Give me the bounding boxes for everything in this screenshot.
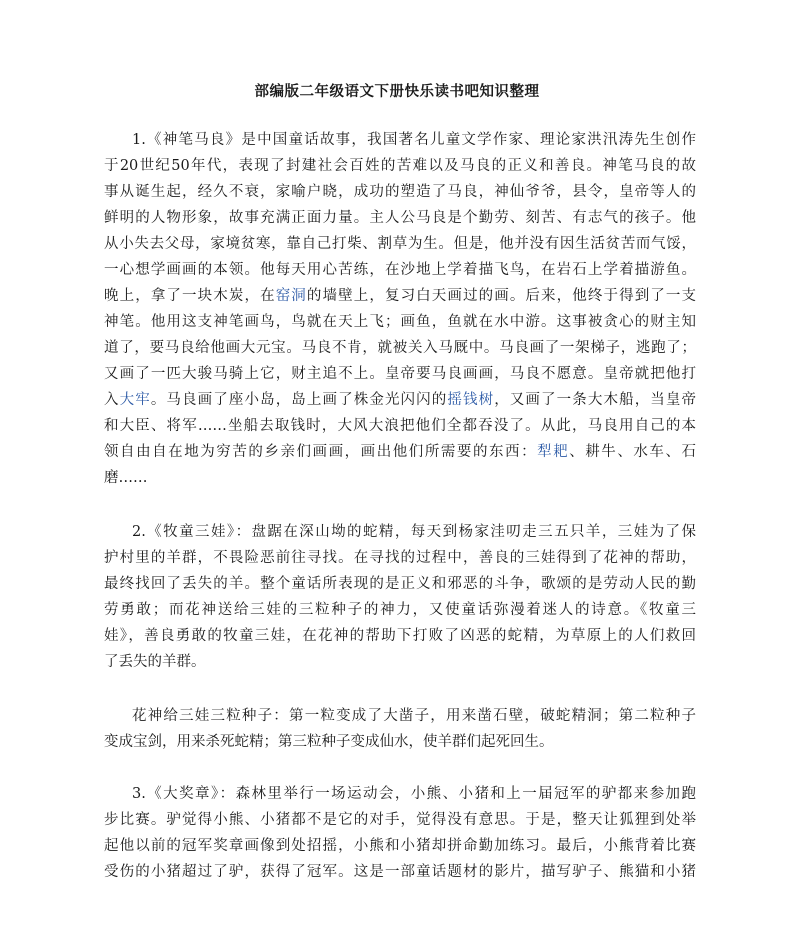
paragraph-3-line-2: 变成宝剑，用来杀死蛇精；第三粒种子变成仙水，使羊群们起死回生。 — [104, 734, 554, 750]
paragraph-2-line-4: 劳勇敢；而花神送给三娃的三粒种子的神力，又使童话弥漫着迷人的诗意。《牧童三 — [104, 602, 696, 618]
paragraph-1-line-5: 从小失去父母，家境贫寒，靠自己打柴、割草为生。但是，他并没有因生活贫苦而气馁， — [104, 236, 696, 252]
paragraph-1-line-4: 鲜明的人物形象，故事充满正面力量。主人公马良是个勤劳、刻苦、有志气的孩子。他 — [104, 210, 696, 226]
paragraph-2-line-3: 最终找回了丢失的羊。整个童话所表现的是正义和邪恶的斗争，歌颂的是劳动人民的勤 — [104, 576, 696, 592]
text-segment: 领自由自在地为穷苦的乡亲们画画，画出他们所需要的东西： — [104, 444, 538, 460]
paragraph-1-line-1: 1.《神笔马良》是中国童话故事，我国著名儿童文学作家、理论家洪汛涛先生创作 — [132, 132, 696, 148]
text-segment: 入 — [104, 392, 120, 408]
paragraph-1-line-11 — [104, 387, 696, 413]
paragraph-1-line-9: 道了，要马良给他画大元宝。马良不肯，就被关入马厩中。马良画了一架梯子，逃跑了； — [104, 340, 696, 356]
paragraph-2-line-6: 了丢失的羊群。 — [104, 654, 206, 670]
paragraph-1-line-7 — [104, 283, 696, 309]
link-yaodong[interactable]: 窑洞 — [275, 288, 307, 304]
paragraph-1-line-10: 又画了一匹大骏马骑上它，财主追不上。皇帝要马良画画，马良不愿意。皇帝就把他打 — [104, 366, 696, 382]
paragraph-1-line-13 — [104, 439, 696, 465]
paragraph-1-line-2: 于20世纪50年代，表现了封建社会百姓的苦难以及马良的正义和善良。神笔马良的故 — [104, 158, 696, 174]
paragraph-1-line-3: 事从诞生起，经久不衰，家喻户晓，成功的塑造了马良，神仙爷爷，县令，皇帝等人的 — [104, 184, 696, 200]
paragraph-1-line-14: 磨…… — [104, 470, 148, 486]
paragraph-2-line-1: 2.《牧童三娃》：盘踞在深山坳的蛇精，每天到杨家洼叨走三五只羊，三娃为了保 — [132, 524, 696, 540]
paragraph-4-line-1: 3.《大奖章》：森林里举行一场运动会，小熊、小猪和上一届冠军的驴都来参加跑 — [132, 786, 696, 802]
paragraph-2-line-5: 娃》，善良勇敢的牧童三娃，在花神的帮助下打败了凶恶的蛇精，为草原上的人们救回 — [104, 628, 696, 644]
paragraph-4-line-3: 起他以前的冠军奖章画像到处招摇，小熊和小猪却拼命勤加练习。最后，小熊背着比赛 — [104, 838, 696, 854]
text-segment: 、耕牛、水车、石 — [569, 444, 697, 460]
text-segment: 的墙壁上，复习白天画过的画。后来，他终于得到了一支 — [306, 288, 697, 304]
text-segment: 。马良画了座小岛，岛上画了株金光闪闪的 — [150, 392, 448, 408]
paragraph-1-line-6: 一心想学画画的本领。他每天用心苦练，在沙地上学着描飞鸟，在岩石上学着描游鱼。 — [104, 262, 696, 278]
text-segment: 晚上，拿了一块木炭，在 — [104, 288, 276, 304]
paragraph-2-line-2: 护村里的羊群，不畏险恶前往寻找。在寻找的过程中，善良的三娃得到了花神的帮助， — [104, 550, 696, 566]
paragraph-4-line-2: 步比赛。驴觉得小熊、小猪都不是它的对手，觉得没有意思。于是，整天让狐狸到处举 — [104, 812, 696, 828]
link-yaoqianshu[interactable]: 摇钱树 — [447, 392, 495, 408]
paragraph-3-line-1: 花神给三娃三粒种子：第一粒变成了大凿子，用来凿石壁，破蛇精洞；第二粒种子 — [132, 708, 696, 724]
text-segment: ，又画了一条大木船，当皇帝 — [494, 392, 697, 408]
paragraph-1-line-12: 和大臣、将军……坐船去取钱时，大风大浪把他们全都吞没了。从此，马良用自己的本 — [104, 418, 696, 434]
link-liba[interactable]: 犁耙 — [537, 444, 570, 460]
paragraph-4-line-4: 受伤的小猪超过了驴，获得了冠军。这是一部童话题材的影片，描写驴子、熊猫和小猪 — [104, 864, 696, 880]
paragraph-1-line-8: 神笔。他用这支神笔画鸟，鸟就在天上飞；画鱼，鱼就在水中游。这事被贪心的财主知 — [104, 314, 696, 330]
link-dalao[interactable]: 大牢 — [119, 392, 151, 408]
page-title: 部编版二年级语文下册快乐读书吧知识整理 — [254, 84, 540, 100]
